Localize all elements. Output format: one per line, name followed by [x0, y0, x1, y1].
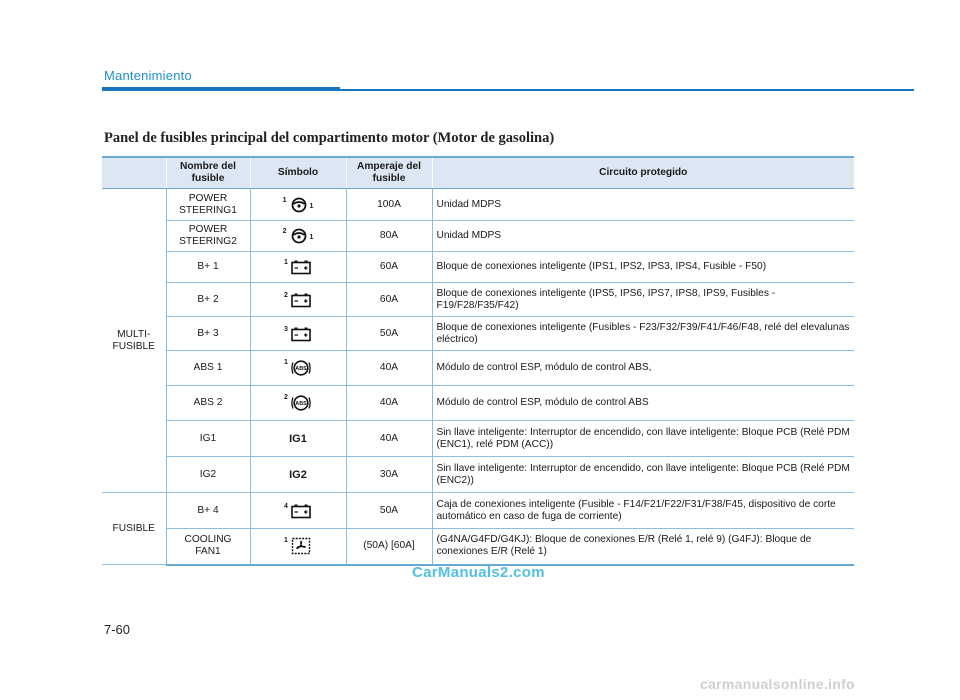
battery-icon	[290, 503, 312, 519]
table-row	[102, 283, 854, 317]
symbol-number: 2	[284, 291, 288, 299]
fuse-name: B+ 1	[166, 252, 250, 283]
fuse-amperage: 60A	[346, 252, 432, 283]
fuse-amperage: (50A) [60A]	[346, 529, 432, 565]
fuse-name: COOLING FAN1	[166, 529, 250, 565]
header-circuit: Circuito protegido	[432, 157, 854, 189]
symbol-number: 1	[284, 537, 288, 545]
header-rule-thin	[340, 89, 914, 91]
header-name: Nombre del fusible	[166, 157, 250, 189]
fuse-circuit: Sin llave inteligente: Interruptor de encendido, con llave inteligente: Bloque PCB (Relé PDM (ENC1), relé PDM (ACC))	[432, 421, 854, 457]
table-row	[102, 493, 854, 529]
section-title: Mantenimiento	[104, 68, 192, 83]
table-header-row	[102, 157, 854, 189]
battery-icon	[290, 292, 312, 308]
steering-icon	[289, 228, 309, 244]
fuse-amperage: 100A	[346, 189, 432, 221]
fuse-name: ABS 2	[166, 386, 250, 421]
fuse-amperage: 30A	[346, 457, 432, 493]
fuse-circuit: Sin llave inteligente: Interruptor de encendido, con llave inteligente: Bloque PCB (Relé PDM (ENC2))	[432, 457, 854, 493]
battery-icon	[290, 259, 312, 275]
symbol-subscript: 1	[309, 202, 314, 210]
fuse-circuit: (G4NA/G4FD/G4KJ): Bloque de conexiones E/R (Relé 1, relé 9) (G4FJ): Bloque de conexiones E/R (Relé 1)	[432, 529, 854, 565]
table-row	[102, 252, 854, 283]
page-heading: Panel de fusibles principal del compartimento motor (Motor de gasolina)	[104, 130, 555, 146]
fuse-circuit: Bloque de conexiones inteligente (IPS1, IPS2, IPS3, IPS4, Fusible - F50)	[432, 252, 854, 283]
table-row	[102, 386, 854, 421]
fuse-symbol	[250, 493, 346, 529]
fan-icon	[290, 537, 312, 555]
symbol-number: 4	[284, 502, 288, 510]
fuse-symbol	[250, 189, 346, 221]
fuse-symbol	[250, 317, 346, 351]
fuse-circuit: Módulo de control ESP, módulo de control ABS,	[432, 351, 854, 386]
steering-icon	[289, 197, 309, 213]
footer-site-mark: carmanualsonline.info	[700, 676, 855, 692]
ig2-symbol: IG2	[250, 457, 346, 493]
fuse-name: POWER STEERING1	[166, 189, 250, 221]
watermark: CarManuals2.com	[412, 564, 545, 581]
fuse-symbol	[250, 351, 346, 386]
fuse-symbol	[250, 252, 346, 283]
fuse-circuit: Bloque de conexiones inteligente (IPS5, IPS6, IPS7, IPS8, IPS9, Fusibles - F19/F28/F35/F42)	[432, 283, 854, 317]
fuse-circuit: Bloque de conexiones inteligente (Fusibles - F23/F32/F39/F41/F46/F48, relé del elevalunas eléctrico)	[432, 317, 854, 351]
fuse-name: B+ 2	[166, 283, 250, 317]
fuse-symbol	[250, 221, 346, 252]
fuse-amperage: 40A	[346, 386, 432, 421]
group-fusible: FUSIBLE	[102, 493, 166, 565]
fuse-name: B+ 3	[166, 317, 250, 351]
abs-icon	[290, 394, 312, 412]
symbol-number: 2	[282, 228, 287, 235]
ig1-symbol: IG1	[250, 421, 346, 457]
table-row	[102, 529, 854, 565]
group-multi-fusible: MULTI-FUSIBLE	[102, 189, 166, 493]
table-row	[102, 189, 854, 221]
fuse-name: IG2	[166, 457, 250, 493]
fuse-symbol	[250, 529, 346, 565]
fuse-circuit: Módulo de control ESP, módulo de control ABS	[432, 386, 854, 421]
fuse-name: POWER STEERING2	[166, 221, 250, 252]
table-row	[102, 351, 854, 386]
fuse-circuit: Unidad MDPS	[432, 189, 854, 221]
abs-icon	[290, 359, 312, 377]
symbol-number: 1	[282, 196, 287, 204]
symbol-number: 2	[284, 394, 288, 401]
abs-icon-text: ABS	[295, 366, 307, 372]
table-row	[102, 317, 854, 351]
table-row	[102, 457, 854, 493]
fuse-circuit: Caja de conexiones inteligente (Fusible - F14/F21/F22/F31/F38/F45, dispositivo de corte automático en caso de fuga de corriente)	[432, 493, 854, 529]
fuse-amperage: 60A	[346, 283, 432, 317]
fuse-name: B+ 4	[166, 493, 250, 529]
header-amperage: Amperaje del fusible	[346, 157, 432, 189]
fuse-symbol	[250, 283, 346, 317]
fuse-amperage: 50A	[346, 493, 432, 529]
symbol-number: 1	[284, 259, 288, 266]
fuse-table	[102, 156, 854, 566]
table-row	[102, 221, 854, 252]
header-symbol: Símbolo	[250, 157, 346, 189]
battery-icon	[290, 326, 312, 342]
table-row	[102, 421, 854, 457]
header-group	[102, 157, 166, 189]
header-rule-thick	[102, 87, 340, 91]
abs-icon-text: ABS	[295, 401, 307, 407]
fuse-amperage: 80A	[346, 221, 432, 252]
fuse-symbol	[250, 386, 346, 421]
fuse-amperage: 40A	[346, 351, 432, 386]
symbol-number: 3	[284, 325, 288, 333]
fuse-amperage: 50A	[346, 317, 432, 351]
fuse-name: ABS 1	[166, 351, 250, 386]
fuse-name: IG1	[166, 421, 250, 457]
symbol-subscript: 1	[309, 234, 314, 241]
symbol-number: 1	[284, 359, 288, 366]
fuse-circuit: Unidad MDPS	[432, 221, 854, 252]
page-number: 7-60	[104, 622, 131, 637]
fuse-amperage: 40A	[346, 421, 432, 457]
